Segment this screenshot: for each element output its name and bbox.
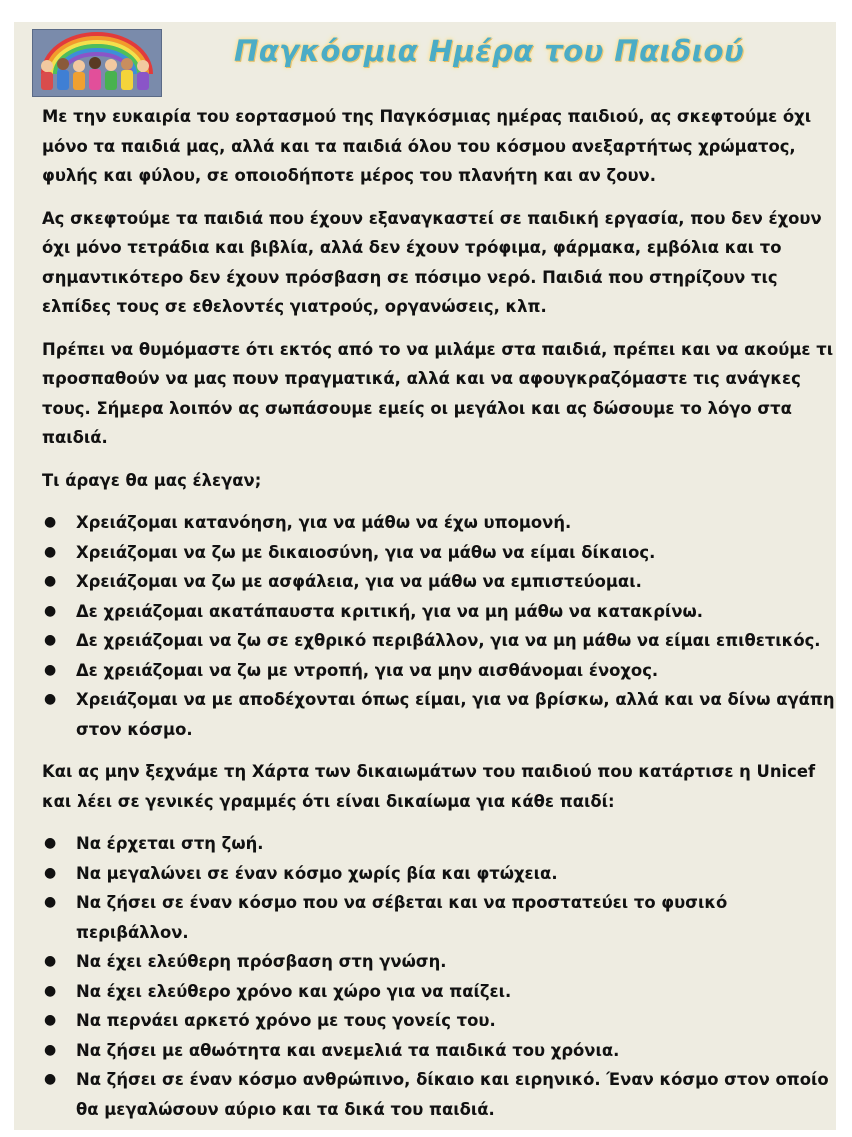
document-page — [14, 22, 836, 1130]
bullet-icon: ● — [44, 953, 57, 969]
list-item: ● Χρειάζομαι να ζω με δικαιοσύνη, για να μάθω να είμαι δίκαιος. — [42, 538, 842, 568]
bullet-icon: ● — [44, 691, 57, 707]
list-item: ● Να έχει ελεύθερη πρόσβαση στη γνώση. — [42, 947, 842, 977]
list-item: ● Να έρχεται στη ζωή. — [42, 829, 842, 859]
bullet-icon: ● — [44, 632, 57, 648]
bullet-icon: ● — [44, 982, 57, 999]
bullet-icon: ● — [44, 543, 57, 560]
list-item: ● Να ζήσει σε έναν κόσμο ανθρώπινο, δίκαιο και ειρηνικό. Έναν κόσμο στον οποίο θα μεγαλώσουν αύριο και τα δικά του παιδιά. — [42, 1065, 842, 1124]
list-item: ● Χρειάζομαι να με αποδέχονται όπως είμαι, για να βρίσκω, αλλά και να δίνω αγάπη στον κόσμο. — [42, 685, 842, 744]
question-paragraph: Τι άραγε θα μας έλεγαν; — [42, 470, 262, 490]
bullet-icon: ● — [44, 864, 57, 881]
list-item: ● Να ζήσει σε έναν κόσμο που να σέβεται και να προστατεύει το φυσικό περιβάλλον. — [42, 888, 842, 947]
document-body — [42, 102, 842, 1137]
list-item: ● Δε χρειάζομαι να ζω με ντροπή, για να μην αισθάνομαι ένοχος. — [42, 656, 842, 686]
rights-list — [42, 829, 842, 1124]
page-title: Παγκόσμια Ημέρα του Παιδιού — [233, 34, 745, 68]
bullet-icon: ● — [44, 1012, 57, 1028]
needs-list — [42, 508, 842, 744]
list-item: ● Χρειάζομαι κατανόηση, για να μάθω να έχω υπομονή. — [42, 508, 842, 538]
list-item: ● Να περνάει αρκετό χρόνο με τους γονείς του. — [42, 1006, 842, 1036]
list-item: ● Να έχει ελεύθερο χρόνο και χώρο για να παίζει. — [42, 977, 842, 1007]
list-item: ● Να μεγαλώνει σε έναν κόσμο χωρίς βία και φτώχεια. — [42, 859, 842, 889]
bullet-icon: ● — [44, 602, 57, 619]
bullet-icon: ● — [44, 894, 57, 910]
children-rainbow-clipart-icon — [32, 29, 162, 97]
bullet-icon: ● — [44, 661, 57, 678]
bullet-icon: ● — [44, 835, 57, 851]
list-item: ● Να ζήσει με αθωότητα και ανεμελιά τα παιδικά του χρόνια. — [42, 1036, 842, 1066]
rights-intro-paragraph: Και ας μην ξεχνάμε τη Χάρτα των δικαιωμάτων του παιδιού που κατάρτισε η Unicef και λέει σε γενικές γραμμές ότι είναι δικαίωμα για κάθε παιδί: — [42, 762, 816, 811]
bullet-icon: ● — [44, 1041, 57, 1058]
bullet-icon: ● — [44, 1071, 57, 1087]
bullet-icon: ● — [44, 514, 57, 530]
intro-paragraph-3: Πρέπει να θυμόμαστε ότι εκτός από το να μιλάμε στα παιδιά, πρέπει και να ακούμε τι προσπαθούν να μας πουν πραγματικά, αλλά και να αφουγκραζόμαστε τις ανάγκες τους. Σήμερα λοιπόν ας σωπάσουμε εμείς οι μεγάλοι και ας δώσουμε το λόγο στα παιδιά. — [42, 339, 834, 447]
bullet-icon: ● — [44, 573, 57, 589]
intro-paragraph-2: Ας σκεφτούμε τα παιδιά που έχουν εξαναγκαστεί σε παιδική εργασία, που δεν έχουν όχι μόνο τετράδια και βιβλία, αλλά δεν έχουν τρόφιμα, φάρμακα, εμβόλια και το σημαντικότερο δεν έχουν πρόσβαση σε πόσιμο νερό. Παιδιά που στηρίζουν τις ελπίδες τους σε εθελοντές γιατρούς, οργανώσεις, κλπ. — [42, 208, 822, 316]
list-item: ● Δε χρειάζομαι να ζω σε εχθρικό περιβάλλον, για να μη μάθω να είμαι επιθετικός. — [42, 626, 842, 656]
list-item: ● Χρειάζομαι να ζω με ασφάλεια, για να μάθω να εμπιστεύομαι. — [42, 567, 842, 597]
list-item: ● Δε χρειάζομαι ακατάπαυστα κριτική, για να μη μάθω να κατακρίνω. — [42, 597, 842, 627]
intro-paragraph-1: Με την ευκαιρία του εορτασμού της Παγκόσμιας ημέρας παιδιού, ας σκεφτούμε όχι μόνο τα παιδιά μας, αλλά και τα παιδιά όλου του κόσμου ανεξαρτήτως χρώματος, φυλής και φύλου, σε οποιοδήποτε μέρος του πλανήτη και αν ζουν. — [42, 107, 812, 185]
